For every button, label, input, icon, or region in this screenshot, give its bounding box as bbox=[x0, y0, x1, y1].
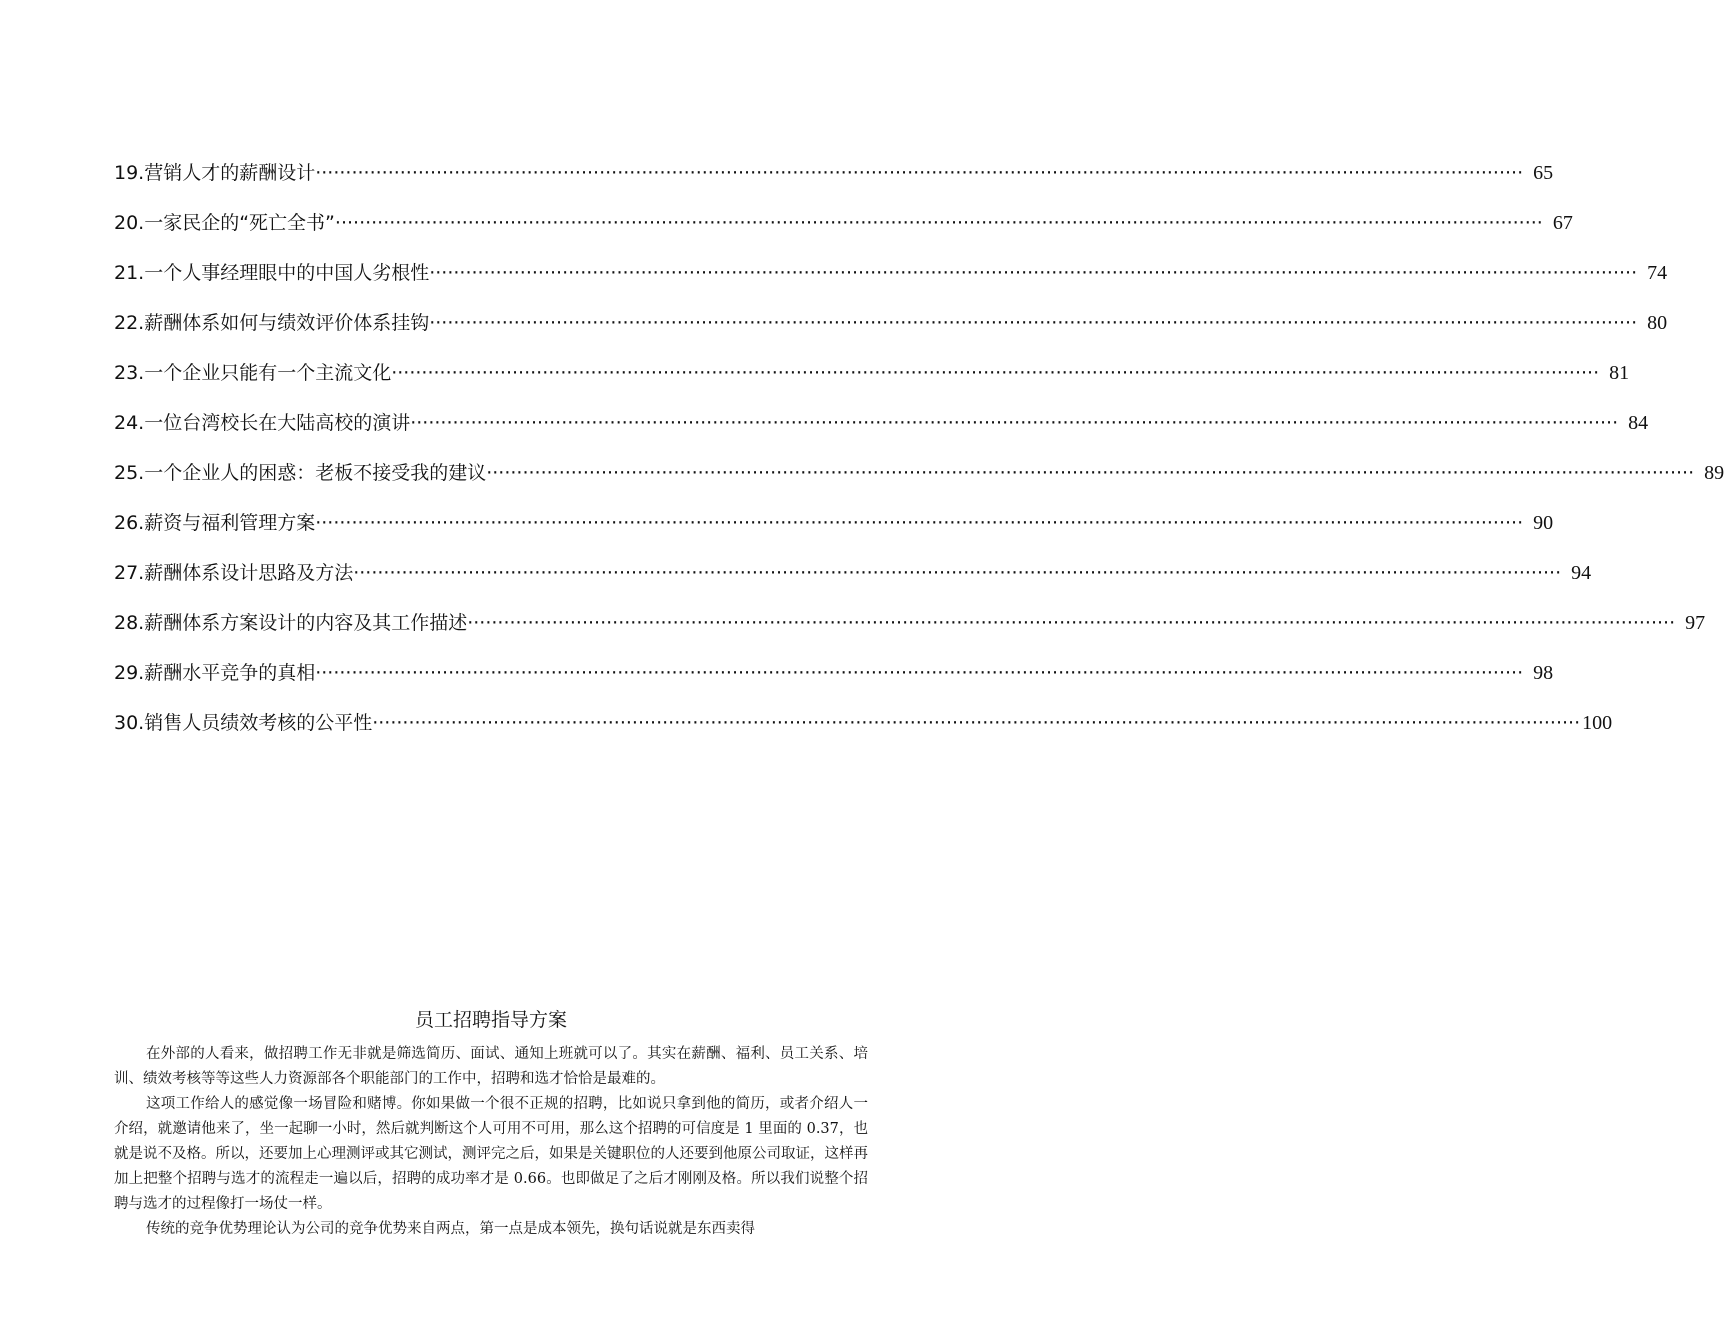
toc-entry-title: 27.薪酬体系设计思路及方法 bbox=[114, 562, 354, 584]
table-of-contents bbox=[114, 160, 1724, 760]
toc-page-number: 90 bbox=[1533, 512, 1554, 534]
toc-dot-leader: ········································································································································································································ bbox=[315, 662, 1524, 684]
toc-entry-title: 30.销售人员绩效考核的公平性 bbox=[114, 712, 373, 734]
toc-dot-leader: ········································································································································································································ bbox=[467, 612, 1676, 634]
toc-entry[interactable] bbox=[114, 210, 1573, 260]
toc-entry[interactable] bbox=[114, 510, 1554, 560]
article-paragraph: 传统的竞争优势理论认为公司的竞争优势来自两点，第一点是成本领先，换句话说就是东西卖得 bbox=[146, 1221, 755, 1237]
toc-entry-title: 20.一家民企的“死亡全书” bbox=[114, 212, 335, 234]
toc-entry-title: 24.一位台湾校长在大陆高校的演讲 bbox=[114, 412, 411, 434]
toc-entry[interactable] bbox=[114, 560, 1592, 610]
toc-dot-leader: ········································································································································································································ bbox=[486, 462, 1695, 484]
toc-entry-title: 22.薪酬体系如何与绩效评价体系挂钩 bbox=[114, 312, 430, 334]
toc-page-number: 65 bbox=[1533, 162, 1554, 184]
toc-dot-leader: ········································································································································································································ bbox=[391, 362, 1600, 384]
toc-dot-leader: ········································································································································································································ bbox=[410, 412, 1619, 434]
toc-page-number: 67 bbox=[1552, 212, 1573, 234]
toc-page-number: 100 bbox=[1582, 712, 1613, 734]
toc-dot-leader: ········································································································································································································ bbox=[429, 312, 1638, 334]
toc-page-number: 94 bbox=[1571, 562, 1592, 584]
article-title: 员工招聘指导方案 bbox=[414, 1009, 567, 1031]
toc-dot-leader: ········································································································································································································ bbox=[353, 562, 1562, 584]
article-paragraph: 这项工作给人的感觉像一场冒险和赌博。你如果做一个很不正规的招聘，比如说只拿到他的简历，或者介绍人一介绍，就邀请他来了，坐一起聊一小时，然后就判断这个人可用不可用，那么这个招聘的可信度是 1 里面的 0.37，也就是说不及格。所以，还要加上心理测评或其它测试，测评完之后，如果是关键职位的人还要到他原公司取证，这样再加上把整个招聘与选才的流程走一遍以后，招聘的成功率才是 0.66。也即做足了之后才刚刚及格。所以我们说整个招聘与选才的过程像打一场仗一样。 bbox=[114, 1096, 868, 1212]
article-section bbox=[114, 1004, 868, 1242]
toc-entry[interactable] bbox=[114, 360, 1630, 410]
toc-entry[interactable] bbox=[114, 610, 1706, 660]
toc-entry-title: 29.薪酬水平竞争的真相 bbox=[114, 662, 316, 684]
toc-dot-leader: ········································································································································································································ bbox=[315, 512, 1524, 534]
toc-page-number: 98 bbox=[1533, 662, 1554, 684]
toc-page-number: 84 bbox=[1628, 412, 1649, 434]
toc-entry-title: 23.一个企业只能有一个主流文化 bbox=[114, 362, 392, 384]
toc-entry[interactable] bbox=[114, 460, 1724, 510]
toc-entry-title: 21.一个人事经理眼中的中国人劣根性 bbox=[114, 262, 430, 284]
toc-entry[interactable] bbox=[114, 160, 1554, 210]
toc-page-number: 74 bbox=[1647, 262, 1668, 284]
toc-dot-leader: ········································································································································································································ bbox=[334, 212, 1543, 234]
toc-entry-title: 28.薪酬体系方案设计的内容及其工作描述 bbox=[114, 612, 468, 634]
toc-entry[interactable] bbox=[114, 660, 1554, 710]
toc-entry[interactable] bbox=[114, 410, 1649, 460]
article-paragraph: 在外部的人看来，做招聘工作无非就是筛选简历、面试、通知上班就可以了。其实在薪酬、福利、员工关系、培训、绩效考核等等这些人力资源部各个职能部门的工作中，招聘和选才恰恰是最难的。 bbox=[114, 1046, 868, 1087]
toc-page-number: 97 bbox=[1685, 612, 1706, 634]
toc-page-number: 80 bbox=[1647, 312, 1668, 334]
toc-entry[interactable] bbox=[114, 260, 1668, 310]
toc-entry-title: 19.营销人才的薪酬设计 bbox=[114, 162, 316, 184]
toc-entry[interactable] bbox=[114, 710, 1613, 760]
toc-dot-leader: ········································································································································································································ bbox=[429, 262, 1638, 284]
toc-entry[interactable] bbox=[114, 310, 1668, 360]
toc-entry-title: 25.一个企业人的困惑：老板不接受我的建议 bbox=[114, 462, 487, 484]
toc-dot-leader: ········································································································································································································ bbox=[372, 712, 1581, 734]
toc-page-number: 81 bbox=[1609, 362, 1630, 384]
toc-page-number: 89 bbox=[1704, 462, 1724, 484]
toc-entry-title: 26.薪资与福利管理方案 bbox=[114, 512, 316, 534]
toc-dot-leader: ········································································································································································································ bbox=[315, 162, 1524, 184]
